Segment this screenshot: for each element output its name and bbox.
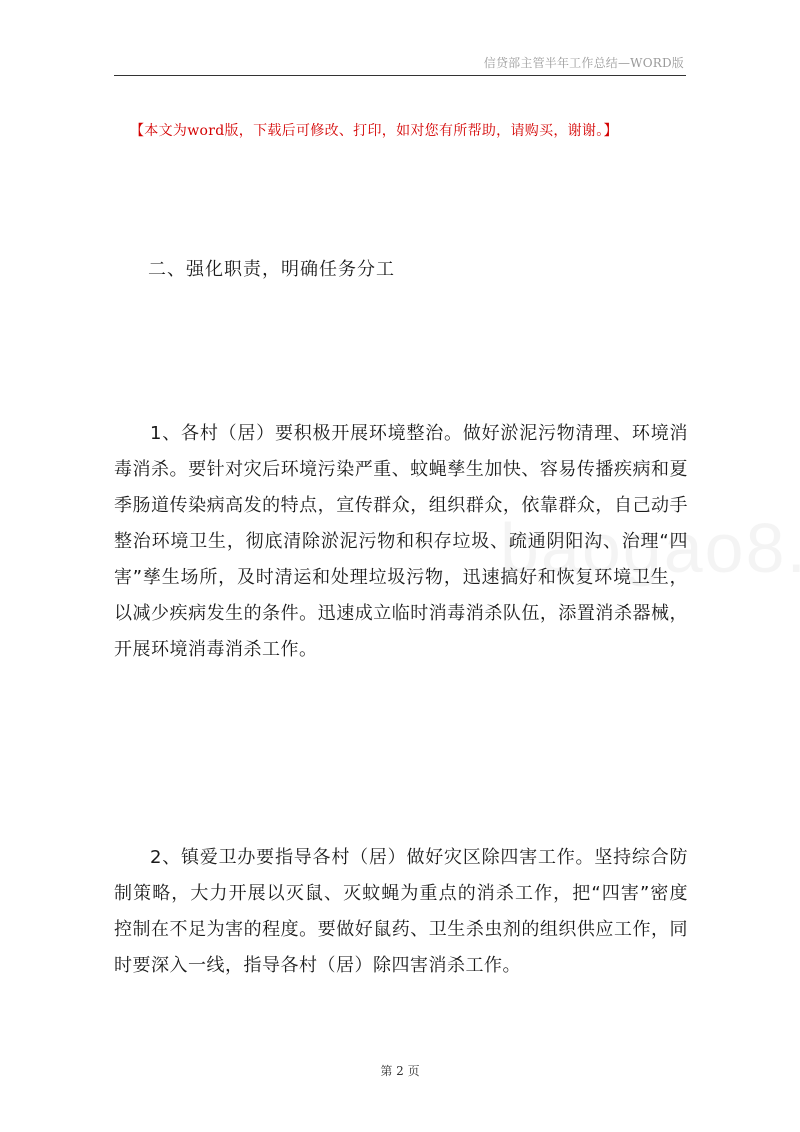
section-heading: 二、强化职责，明确任务分工 [148, 259, 395, 280]
header-divider [114, 75, 686, 76]
purchase-notice: 【本文为word版，下载后可修改、打印，如对您有所帮助，请购买，谢谢。】 [130, 123, 618, 139]
page-number: 第 2 页 [380, 1064, 420, 1078]
paragraph-2: 2、镇爱卫办要指导各村（居）做好灾区除四害工作。坚持综合防制策略，大力开展以灭鼠、灭蚊蝇为重点的消杀工作，把“四害”密度控制在不足为害的程度。要做好鼠药、卫生杀虫剂的组织供应工作，同时要深入一线，指导各村（居）除四害消杀工作。 [114, 847, 688, 976]
paragraph-1: 1、各村（居）要积极开展环境整治。做好淤泥污物清理、环境消毒消杀。要针对灾后环境污染严重、蚊蝇孳生加快、容易传播疾病和夏季肠道传染病高发的特点，宣传群众，组织群众，依靠群众，自己动手整治环境卫生，彻底清除淤泥污物和积存垃圾、疏通阴阳沟、治理“四害”孳生场所，及时清运和处理垃圾污物，迅速搞好和恢复环境卫生，以减少疾病发生的条件。迅速成立临时消毒消杀队伍，添置消杀器械，开展环境消毒消杀工作。 [114, 423, 688, 660]
header-title: 信贷部主管半年工作总结—WORD版 [483, 56, 684, 70]
